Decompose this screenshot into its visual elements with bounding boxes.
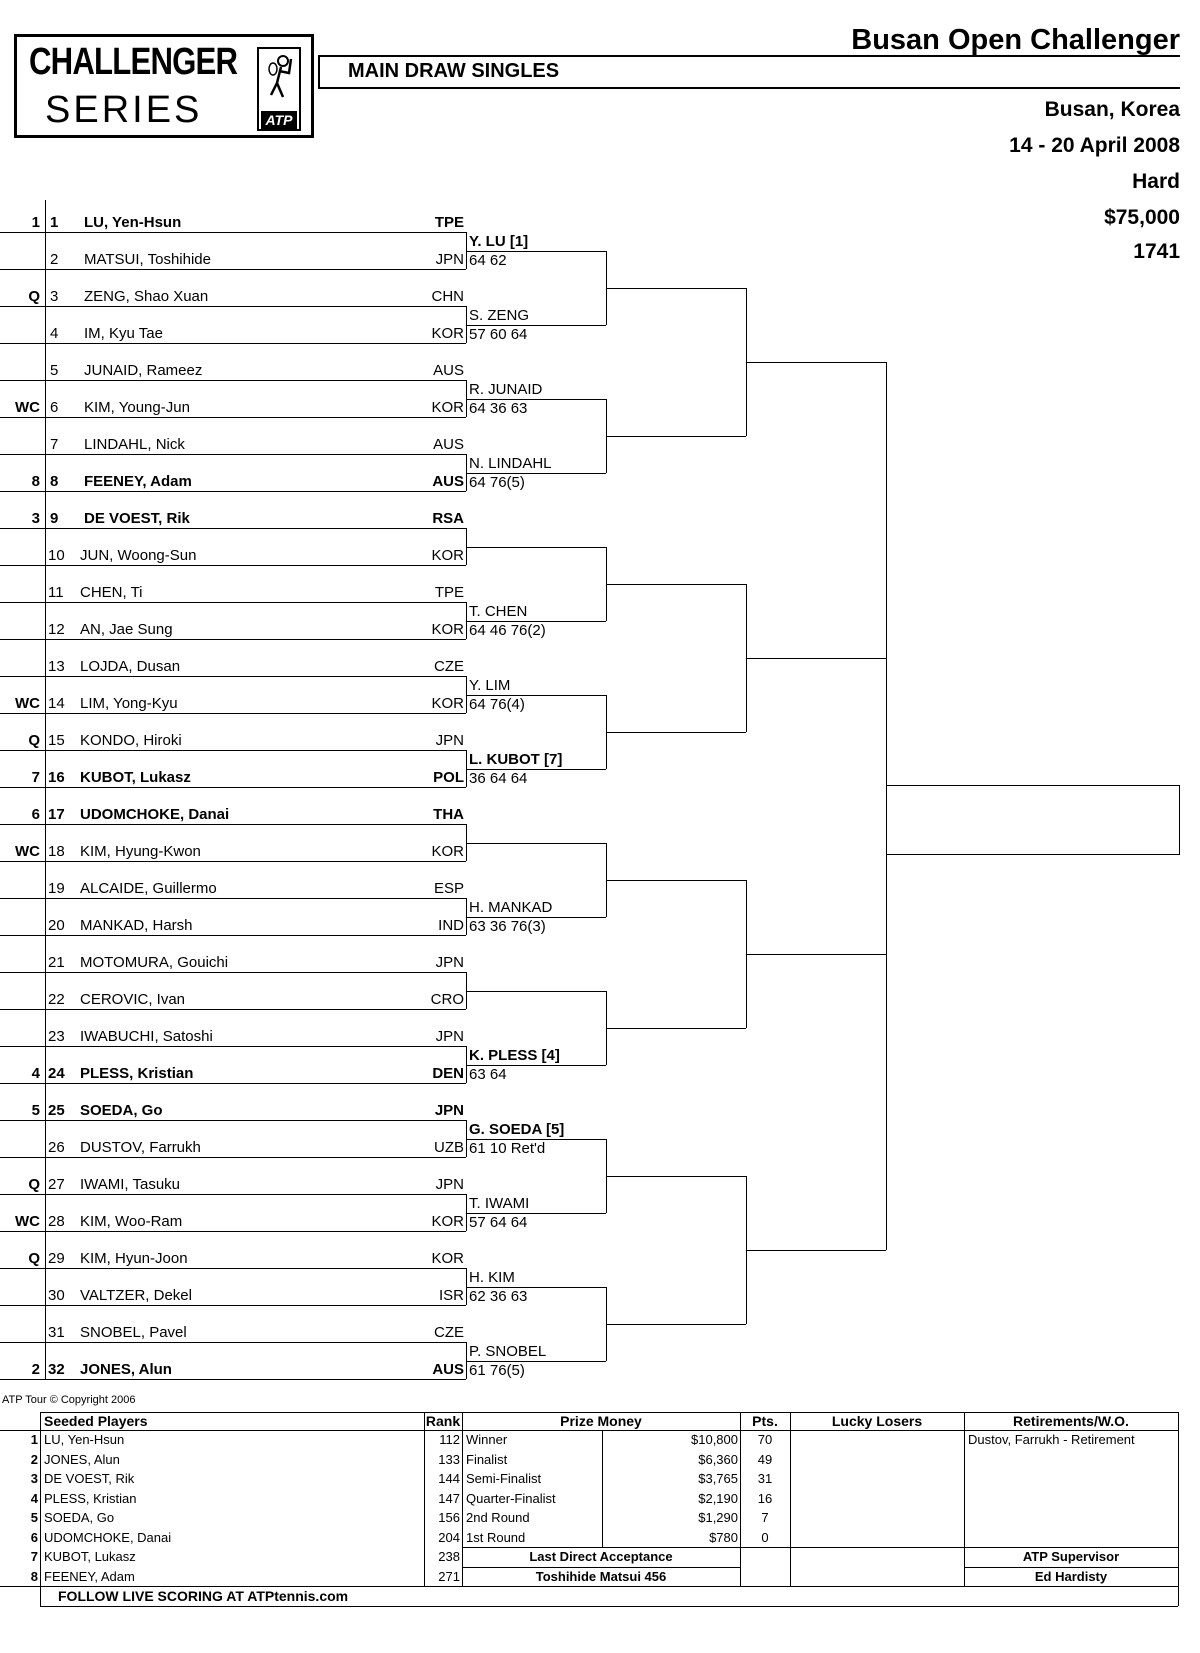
player-number: 5 (50, 362, 59, 379)
supervisor-label: ATP Supervisor (1022, 1549, 1120, 1564)
player-name: PLESS, Kristian (80, 1065, 194, 1082)
seed-name: JONES, Alun (44, 1451, 120, 1467)
player-name: SOEDA, Go (80, 1102, 163, 1119)
prize-round: 2nd Round (466, 1510, 530, 1525)
player-number: 30 (48, 1287, 65, 1304)
player-country: JPN (435, 1176, 464, 1193)
footer-bottom (40, 1606, 1178, 1607)
seed-name: KUBOT, Lukasz (44, 1549, 136, 1564)
player-seed: 4 (31, 1065, 40, 1082)
tournament-id: 1741 (1133, 240, 1180, 263)
player-name: JONES, Alun (80, 1361, 172, 1378)
player-number: 20 (48, 917, 65, 934)
copyright: ATP Tour © Copyright 2006 (2, 1394, 136, 1406)
player-seed: WC (15, 695, 40, 712)
player-country: CZE (434, 1324, 464, 1341)
header-rank: Rank (425, 1413, 461, 1429)
player-country: DEN (432, 1065, 464, 1082)
player-country: KOR (431, 399, 464, 416)
seed-number: 2 (30, 1451, 38, 1467)
player-name: CEROVIC, Ivan (80, 991, 186, 1008)
seed-name: DE VOEST, Rik (44, 1471, 135, 1486)
r2-score: 64 36 63 (469, 400, 528, 417)
player-name: AN, Jae Sung (80, 621, 173, 638)
r2-score: 64 62 (469, 252, 507, 269)
prize-points: 0 (761, 1529, 769, 1545)
prize-amount-divider (602, 1430, 603, 1547)
prize-points: 49 (757, 1451, 773, 1467)
player-seed: WC (15, 1213, 40, 1230)
player-country: KOR (431, 1250, 464, 1267)
prize-amount: $1,290 (698, 1510, 738, 1525)
seed-name: UDOMCHOKE, Danai (44, 1529, 172, 1545)
logo-line2: SERIES (45, 89, 203, 131)
player-name: KONDO, Hiroki (80, 732, 182, 749)
player-name: KIM, Hyun-Joon (80, 1250, 188, 1267)
player-name: KIM, Woo-Ram (80, 1213, 183, 1230)
player-number: 25 (48, 1102, 65, 1119)
player-name: IWABUCHI, Satoshi (80, 1028, 213, 1045)
player-number: 4 (50, 325, 59, 342)
player-seed: Q (28, 288, 40, 305)
seed-name: FEENEY, Adam (44, 1568, 135, 1584)
prize-round: Finalist (466, 1451, 508, 1467)
player-country: AUS (432, 1361, 464, 1378)
dates: 14 - 20 April 2008 (1009, 134, 1180, 157)
draw-type: MAIN DRAW SINGLES (348, 60, 560, 82)
seed-number: 4 (30, 1490, 38, 1506)
last-direct-value: Toshihide Matsui 456 (535, 1568, 667, 1584)
seed-name: SOEDA, Go (44, 1510, 115, 1525)
player-name: ZENG, Shao Xuan (84, 288, 209, 305)
player-seed: 5 (31, 1102, 40, 1119)
r2-score: 63 64 (469, 1066, 507, 1083)
player-country: CRO (430, 991, 464, 1008)
r2-winner: L. KUBOT [7] (469, 751, 563, 768)
player-country: TPE (434, 584, 464, 601)
player-country: ISR (438, 1287, 464, 1304)
player-country: AUS (433, 436, 464, 453)
player-name: MOTOMURA, Gouichi (80, 954, 229, 971)
r2-score: 61 76(5) (469, 1362, 525, 1379)
r2-winner: P. SNOBEL (469, 1343, 547, 1360)
player-name: UDOMCHOKE, Danai (80, 806, 230, 823)
player-number: 9 (50, 510, 59, 527)
player-seed: 1 (31, 214, 40, 231)
player-country: KOR (431, 547, 464, 564)
player-number: 7 (50, 436, 59, 453)
table-bottom (0, 1586, 1178, 1587)
header-seeded: Seeded Players (44, 1413, 148, 1429)
r2-score: 64 46 76(2) (469, 622, 546, 639)
player-number: 16 (48, 769, 65, 786)
player-country: JPN (435, 732, 464, 749)
player-number: 3 (50, 288, 59, 305)
player-country: TPE (434, 214, 464, 231)
player-country: KOR (431, 843, 464, 860)
prize-points: 70 (757, 1432, 773, 1447)
player-country: KOR (431, 695, 464, 712)
player-number: 6 (50, 399, 59, 416)
r2-winner: T. CHEN (469, 603, 528, 620)
logo-line1: CHALLENGER (29, 41, 238, 83)
player-country: THA (433, 806, 464, 823)
table-header-bottom (0, 1430, 1178, 1431)
player-country: JPN (434, 1102, 464, 1119)
location: Busan, Korea (1044, 98, 1180, 121)
player-seed: 6 (31, 806, 40, 823)
seed-rank: 133 (438, 1451, 460, 1467)
table-col-line (40, 1412, 41, 1606)
player-seed: 7 (31, 769, 40, 786)
player-country: KOR (431, 325, 464, 342)
player-number: 18 (48, 843, 65, 860)
header-prize: Prize Money (560, 1413, 642, 1429)
player-number: 1 (50, 214, 59, 231)
player-seed: 3 (31, 510, 40, 527)
table-col-line (790, 1412, 791, 1586)
player-country: UZB (434, 1139, 464, 1156)
prize-round: Winner (466, 1432, 508, 1447)
player-name: KUBOT, Lukasz (80, 769, 191, 786)
player-number: 29 (48, 1250, 65, 1267)
player-name: DUSTOV, Farrukh (80, 1139, 201, 1156)
r2-winner: T. IWAMI (469, 1195, 530, 1212)
seed-rank: 147 (438, 1490, 460, 1506)
player-country: AUS (433, 362, 464, 379)
footer-live-scoring: FOLLOW LIVE SCORING AT ATPtennis.com (58, 1588, 349, 1604)
retirement: Dustov, Farrukh - Retirement (968, 1432, 1135, 1447)
player-name: DE VOEST, Rik (84, 510, 190, 527)
header-pts: Pts. (752, 1413, 778, 1429)
table-row-line (462, 1567, 740, 1568)
player-number: 10 (48, 547, 65, 564)
player-seed: 8 (31, 473, 40, 490)
player-number: 22 (48, 991, 65, 1008)
player-name: ALCAIDE, Guillermo (80, 880, 217, 897)
player-country: JPN (435, 1028, 464, 1045)
seed-rank: 204 (438, 1529, 460, 1545)
player-name: SNOBEL, Pavel (80, 1324, 187, 1341)
atp-badge-text: ATP (261, 111, 297, 129)
player-name: MANKAD, Harsh (80, 917, 193, 934)
player-name: LOJDA, Dusan (80, 658, 181, 675)
player-seed: WC (15, 399, 40, 416)
player-country: POL (433, 769, 464, 786)
player-seed: WC (15, 843, 40, 860)
r2-winner: G. SOEDA [5] (469, 1121, 565, 1138)
player-country: CHN (431, 288, 464, 305)
player-number: 21 (48, 954, 65, 971)
player-number: 26 (48, 1139, 65, 1156)
prize-points: 31 (757, 1471, 773, 1486)
prize-amount: $10,800 (691, 1432, 738, 1447)
player-number: 12 (48, 621, 65, 638)
seed-number: 8 (30, 1568, 38, 1584)
player-country: KOR (431, 1213, 464, 1230)
r2-winner: H. MANKAD (469, 899, 553, 916)
tournament-title: Busan Open Challenger (851, 24, 1180, 56)
player-seed: 2 (31, 1361, 40, 1378)
table-row-line (964, 1567, 1178, 1568)
player-name: KIM, Young-Jun (84, 399, 190, 416)
player-country: KOR (431, 621, 464, 638)
player-name: LU, Yen-Hsun (84, 214, 182, 231)
player-name: JUN, Woong-Sun (80, 547, 197, 564)
r2-winner: R. JUNAID (469, 381, 543, 398)
seed-rank: 144 (438, 1471, 460, 1486)
prize-amount: $6,360 (698, 1451, 738, 1467)
seed-number: 5 (30, 1510, 38, 1525)
seed-number: 3 (30, 1471, 38, 1486)
player-seed: Q (28, 1176, 40, 1193)
r2-score: 64 76(4) (469, 696, 525, 713)
player-number: 15 (48, 732, 65, 749)
player-number: 23 (48, 1028, 65, 1045)
player-country: ESP (433, 880, 464, 897)
player-country: AUS (432, 473, 464, 490)
last-direct-label: Last Direct Acceptance (529, 1549, 673, 1564)
player-seed: Q (28, 1250, 40, 1267)
r2-score: 57 60 64 (469, 326, 528, 343)
seed-name: PLESS, Kristian (44, 1490, 137, 1506)
r2-winner: H. KIM (469, 1269, 515, 1286)
prize-money-total: $75,000 (1104, 206, 1180, 229)
seed-number: 7 (30, 1549, 38, 1564)
player-number: 32 (48, 1361, 65, 1378)
r2-score: 64 76(5) (469, 474, 525, 491)
player-name: LIM, Yong-Kyu (80, 695, 178, 712)
player-country: IND (438, 917, 464, 934)
prize-amount: $780 (709, 1529, 738, 1545)
r2-winner: Y. LU [1] (469, 233, 529, 250)
prize-amount: $3,765 (698, 1471, 738, 1486)
seed-rank: 112 (439, 1432, 460, 1447)
player-number: 14 (48, 695, 65, 712)
player-name: FEENEY, Adam (84, 473, 192, 490)
player-name: IWAMI, Tasuku (80, 1176, 181, 1193)
player-number: 24 (48, 1065, 65, 1082)
r2-score: 57 64 64 (469, 1214, 528, 1231)
prize-round: 1st Round (466, 1529, 526, 1545)
player-number: 11 (48, 584, 64, 601)
seed-rank: 238 (438, 1549, 460, 1564)
player-number: 13 (48, 658, 65, 675)
player-number: 27 (48, 1176, 65, 1193)
header-lucky: Lucky Losers (831, 1413, 923, 1429)
seed-name: LU, Yen-Hsun (44, 1432, 125, 1447)
player-country: JPN (435, 954, 464, 971)
seed-number: 1 (30, 1432, 38, 1447)
prize-amount: $2,190 (698, 1490, 738, 1506)
table-row-line (462, 1547, 1178, 1548)
player-name: KIM, Hyung-Kwon (80, 843, 201, 860)
player-number: 2 (50, 251, 59, 268)
player-name: VALTZER, Dekel (80, 1287, 192, 1304)
prize-points: 7 (761, 1510, 769, 1525)
r2-score: 63 36 76(3) (469, 918, 546, 935)
player-country: RSA (432, 510, 464, 527)
player-number: 19 (48, 880, 65, 897)
player-number: 28 (48, 1213, 65, 1230)
player-country: JPN (435, 251, 464, 268)
seed-number: 6 (30, 1529, 38, 1545)
r2-winner: N. LINDAHL (469, 455, 552, 472)
prize-round: Quarter-Finalist (466, 1490, 556, 1506)
player-name: LINDAHL, Nick (84, 436, 185, 453)
supervisor-value: Ed Hardisty (1034, 1568, 1108, 1584)
seed-rank: 156 (438, 1510, 460, 1525)
header-ret: Retirements/W.O. (1013, 1413, 1129, 1429)
r2-score: 36 64 64 (469, 770, 528, 787)
player-number: 17 (48, 806, 65, 823)
r2-winner: Y. LIM (469, 677, 511, 694)
table-col-line (1178, 1412, 1179, 1606)
player-country: CZE (434, 658, 464, 675)
r2-score: 61 10 Ret'd (469, 1140, 546, 1157)
player-name: JUNAID, Rameez (84, 362, 203, 379)
player-name: IM, Kyu Tae (84, 325, 163, 342)
r2-score: 62 36 63 (469, 1288, 528, 1305)
surface: Hard (1132, 170, 1180, 193)
player-number: 8 (50, 473, 59, 490)
r2-winner: K. PLESS [4] (469, 1047, 560, 1064)
player-number: 31 (48, 1324, 65, 1341)
r2-winner: S. ZENG (469, 307, 530, 324)
seed-rank: 271 (438, 1568, 460, 1584)
prize-round: Semi-Finalist (466, 1471, 542, 1486)
player-name: CHEN, Ti (80, 584, 143, 601)
player-seed: Q (28, 732, 40, 749)
player-name: MATSUI, Toshihide (84, 251, 211, 268)
prize-points: 16 (757, 1490, 773, 1506)
